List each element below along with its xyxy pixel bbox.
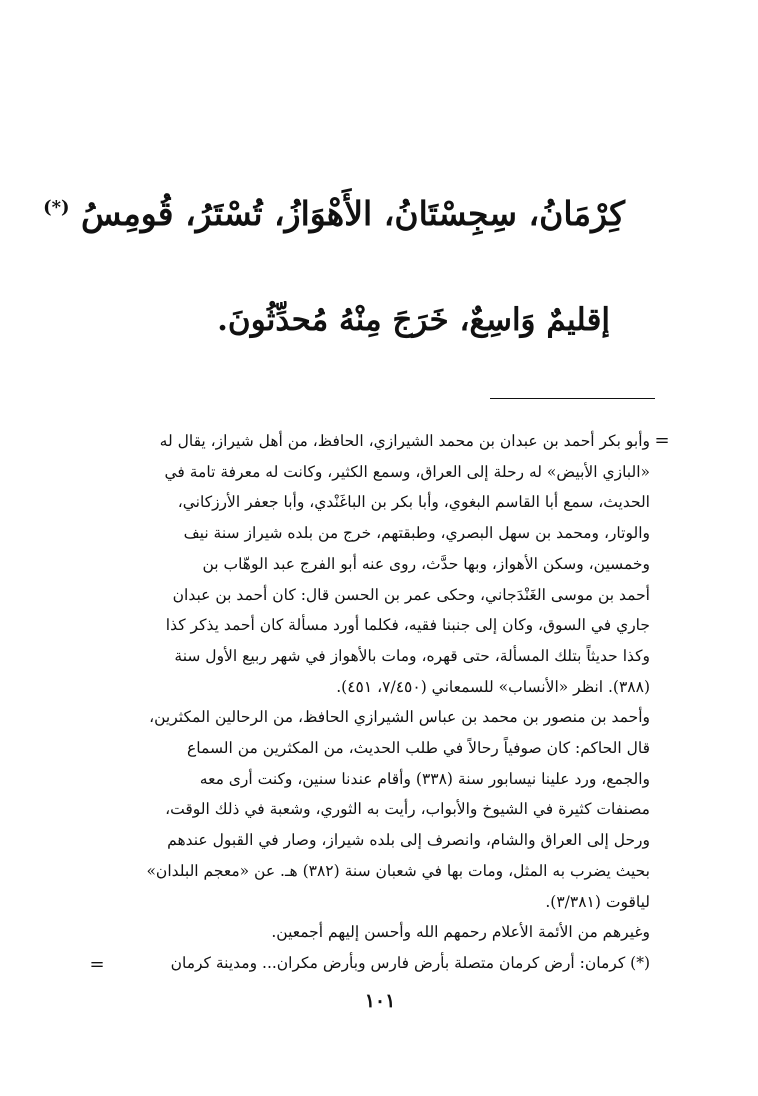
- continuation-mark: =: [654, 430, 670, 451]
- footnote-line: لياقوت (٣/٣٨١).: [545, 892, 650, 911]
- footnote-line: الحديث، سمع أبا القاسم البغوي، وأبا بكر بن الباغَنْدي، وأبا جعفر الأرزكاني،: [177, 493, 650, 512]
- footnote-line: ورحل إلى العراق والشام، وانصرف إلى بلده شيراز، وصار في القبول عندهم: [167, 831, 650, 850]
- footnote-line: (٣٨٨). انظر «الأنساب» للسمعاني (٧/٤٥٠، ٤٥١).: [336, 677, 650, 696]
- footnote-line: (*) كرمان: أرض كرمان متصلة بأرض فارس وبأرض مكران... ومدينة كرمان: [170, 953, 650, 972]
- footnote-line: وغيرهم من الأئمة الأعلام رحمهم الله وأحسن إليهم أجمعين.: [271, 923, 650, 942]
- footnotes-block: [110, 426, 650, 979]
- footnote-line: قال الحاكم: كان صوفياً رحالاً في طلب الحديث، من المكثرين من السماع: [187, 739, 650, 758]
- footnote-line: أحمد بن موسى الغَنْدَجاني، وحكى عمر بن الحسن قال: كان أحمد بن عبدان: [172, 585, 650, 604]
- footnote-line: وكذا حديثاً بتلك المسألة، حتى قهره، ومات بالأهواز في شهر ربيع الأول سنة: [174, 646, 650, 665]
- footnote-line: وخمسين، وسكن الأهواز، وبها حدَّث، روى عنه أبو الفرج عبد الوهّاب بن: [202, 554, 650, 573]
- footnote-line: وأبو بكر أحمد بن عبدان بن محمد الشيرازي، الحافظ، من أهل شيراز، يقال له: [159, 432, 650, 450]
- page-subtitle: إقليمٌ وَاسِعٌ، خَرَجَ مِنْهُ مُحدِّثُونَ.: [217, 302, 610, 338]
- page-title: [43, 178, 625, 244]
- page-number: ١٠١: [364, 990, 396, 1012]
- footnote-line: والجمع، ورد علينا نيسابور سنة (٣٣٨) وأقام عندنا سنين، وكنت أرى معه: [199, 769, 650, 788]
- footnote-line: والوتار، ومحمد بن سهل البصري، وطبقتهم، خرج من بلده شيراز سنة نيف: [183, 524, 650, 543]
- title-footnote-marker: (*): [43, 197, 70, 218]
- footnote-line: «البازي الأبيض» له رحلة إلى العراق، وسمع الكثير، وكانت له معرفة تامة في: [164, 462, 650, 481]
- footnote-line: جاري في السوق، وكان إلى جنبنا فقيه، فكلما أورد مسألة كان أحمد يذكر كذا: [165, 616, 650, 635]
- footnote-line: بحيث يضرب به المثل، ومات بها في شعبان سنة (٣٨٢) هـ. عن «معجم البلدان»: [146, 861, 650, 880]
- end-continuation-mark: =: [89, 954, 105, 975]
- footnote-line: وأحمد بن منصور بن محمد بن عباس الشيرازي الحافظ، من الرحالين المكثرين،: [149, 708, 650, 727]
- footnote-divider: [490, 398, 655, 399]
- footnote-line: مصنفات كثيرة في الشيوخ والأبواب، رأيت به الثوري، وشعبة في ذلك الوقت،: [165, 800, 650, 819]
- title-text: كِرْمَانُ، سِجِسْتَانُ، الأَهْوَازُ، تُسْتَرُ، قُومِسُ: [81, 194, 625, 233]
